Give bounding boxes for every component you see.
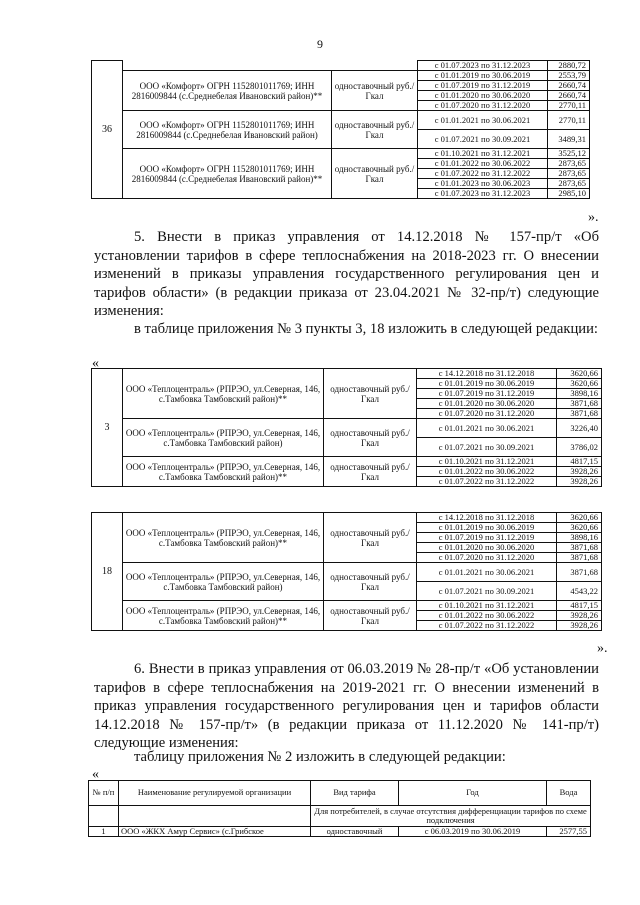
org-cell: ООО «Комфорт» ОГРН 1152801011769; ИНН 2816009844 (с.Среднебелая Ивановский район)** bbox=[123, 149, 332, 199]
table-row bbox=[92, 601, 602, 611]
table-row bbox=[92, 369, 602, 379]
value-cell: 4817,15 bbox=[557, 457, 602, 467]
org-cell: ООО «Теплоцентраль» (РПРЭО, ул.Северная, 146, с.Тамбовка Тамбовский район)** bbox=[123, 601, 324, 631]
tariff-cell: одноставочный руб./Гкал bbox=[324, 419, 417, 457]
value-cell: 3871,68 bbox=[557, 409, 602, 419]
tariff-cell: одноставочный руб./Гкал bbox=[332, 71, 418, 111]
period-cell: с 01.01.2021 по 30.06.2021 bbox=[418, 111, 548, 130]
value-cell: 3871,68 bbox=[557, 543, 602, 553]
period-cell: с 01.07.2019 по 31.12.2019 bbox=[417, 533, 557, 543]
period-cell: с 01.01.2022 по 30.06.2022 bbox=[417, 467, 557, 477]
header-org: Наименование регулируемой организации bbox=[119, 781, 311, 806]
org-cell: ООО «Комфорт» ОГРН 1152801011769; ИНН 2816009844 (с.Среднебелая Ивановский район)** bbox=[123, 71, 332, 111]
period-cell: с 01.01.2022 по 30.06.2022 bbox=[417, 611, 557, 621]
value-cell: 3620,66 bbox=[557, 513, 602, 523]
value-cell: 3928,26 bbox=[557, 611, 602, 621]
table-header-row bbox=[89, 781, 591, 806]
period-cell: с 01.01.2021 по 30.06.2021 bbox=[417, 419, 557, 438]
closing-quote: ». bbox=[588, 210, 599, 225]
period-cell: с 01.07.2020 по 31.12.2020 bbox=[417, 409, 557, 419]
period-cell: с 14.12.2018 по 31.12.2018 bbox=[417, 513, 557, 523]
period-cell: с 01.07.2023 по 31.12.2023 bbox=[418, 189, 548, 199]
value-cell: 2873,65 bbox=[548, 169, 590, 179]
org-cell: ООО «Теплоцентраль» (РПРЭО, ул.Северная, 146, с.Тамбовка Тамбовский район) bbox=[123, 419, 324, 457]
header-water: Вода bbox=[547, 781, 591, 806]
item-5-paragraph: 5. Внести в приказ управления от 14.12.2018 № 157-пр/т «Об установлении тарифов в сфере теплоснабжения на 2018-2023 гг. О внесении изменений в приказы управления государственного регулирования цен и тарифов области» (в редакции приказа от 23.04.2021 № 32-пр/т) следующие изменения: bbox=[94, 229, 599, 319]
period-cell: с 01.07.2019 по 31.12.2019 bbox=[418, 81, 548, 91]
org-cell: ООО «Комфорт» ОГРН 1152801011769; ИНН 2816009844 (с.Среднебелая Ивановский район) bbox=[123, 111, 332, 149]
value-cell: 3620,66 bbox=[557, 379, 602, 389]
period-cell: с 01.01.2019 по 30.06.2019 bbox=[418, 71, 548, 81]
header-year: Год bbox=[399, 781, 547, 806]
header-type: Вид тарифа bbox=[311, 781, 399, 806]
org-cell: ООО «ЖКХ Амур Сервис» (с.Грибское bbox=[119, 827, 311, 837]
org-cell: ООО «Теплоцентраль» (РПРЭО, ул.Северная, 146, с.Тамбовка Тамбовский район)** bbox=[123, 457, 324, 487]
period-cell: с 01.07.2020 по 31.12.2020 bbox=[418, 101, 548, 111]
tariff-cell: одноставочный руб./Гкал bbox=[324, 369, 417, 419]
row-number: 3 bbox=[92, 369, 123, 487]
period-cell: с 01.01.2020 по 30.06.2020 bbox=[418, 91, 548, 101]
table-row bbox=[89, 827, 591, 837]
value-cell: 3786,02 bbox=[557, 438, 602, 457]
period-cell: с 01.07.2021 по 30.09.2021 bbox=[417, 438, 557, 457]
value-cell: 2985,10 bbox=[548, 189, 590, 199]
period-cell: с 01.10.2021 по 31.12.2021 bbox=[417, 457, 557, 467]
value-cell: 3928,26 bbox=[557, 477, 602, 487]
page-number: 9 bbox=[317, 37, 323, 51]
period-cell: с 01.10.2021 по 31.12.2021 bbox=[418, 149, 548, 159]
tariff-table-item-3 bbox=[91, 368, 602, 487]
period-cell: с 01.07.2022 по 31.12.2022 bbox=[418, 169, 548, 179]
period-cell: с 01.01.2021 по 30.06.2021 bbox=[417, 563, 557, 582]
value-cell: 3871,68 bbox=[557, 563, 602, 582]
tariff-cell: одноставочный руб./Гкал bbox=[324, 601, 417, 631]
item-5-subparagraph: в таблице приложения № 3 пункты 3, 18 изложить в следующей редакции: bbox=[134, 321, 598, 337]
table-row bbox=[89, 806, 591, 827]
period-cell: с 01.07.2020 по 31.12.2020 bbox=[417, 553, 557, 563]
value-cell: 2873,65 bbox=[548, 179, 590, 189]
period-cell: с 01.07.2021 по 30.09.2021 bbox=[418, 130, 548, 149]
empty-cell bbox=[89, 806, 119, 827]
tariff-cell: одноставочный руб./Гкал bbox=[332, 111, 418, 149]
value-cell: 3620,66 bbox=[557, 523, 602, 533]
tariff-table-item-18 bbox=[91, 512, 602, 631]
tariff-cell: одноставочный руб./Гкал bbox=[324, 513, 417, 563]
period-cell: с 01.10.2021 по 31.12.2021 bbox=[417, 601, 557, 611]
period-cell: с 01.07.2023 по 31.12.2023 bbox=[418, 61, 548, 71]
closing-quote: ». bbox=[597, 641, 608, 656]
value-cell: 2873,65 bbox=[548, 159, 590, 169]
period-cell: с 01.01.2023 по 30.06.2023 bbox=[418, 179, 548, 189]
value-cell: 3898,16 bbox=[557, 533, 602, 543]
value-cell: 4543,22 bbox=[557, 582, 602, 601]
header-num: № п/п bbox=[89, 781, 119, 806]
value-cell: 3226,40 bbox=[557, 419, 602, 438]
table-row bbox=[92, 419, 602, 438]
value-cell: 2770,11 bbox=[548, 111, 590, 130]
table-row bbox=[92, 457, 602, 467]
period-cell: с 01.01.2020 по 30.06.2020 bbox=[417, 543, 557, 553]
empty-cell bbox=[119, 806, 311, 827]
table-row bbox=[92, 563, 602, 582]
value-cell: 3489,31 bbox=[548, 130, 590, 149]
opening-quote: « bbox=[92, 356, 99, 371]
consumer-note: Для потребителей, в случае отсутствия дифференциации тарифов по схеме подключения bbox=[311, 806, 591, 827]
period-cell: с 14.12.2018 по 31.12.2018 bbox=[417, 369, 557, 379]
org-cell: ООО «Теплоцентраль» (РПРЭО, ул.Северная, 146, с.Тамбовка Тамбовский район) bbox=[123, 563, 324, 601]
value-cell: 3898,16 bbox=[557, 389, 602, 399]
table-row bbox=[92, 111, 590, 130]
value-cell: 4817,15 bbox=[557, 601, 602, 611]
period-cell: с 01.07.2019 по 31.12.2019 bbox=[417, 389, 557, 399]
value-cell: 2660,74 bbox=[548, 81, 590, 91]
table-row bbox=[92, 513, 602, 523]
period-cell: с 01.07.2022 по 31.12.2022 bbox=[417, 477, 557, 487]
period-cell: с 01.01.2022 по 30.06.2022 bbox=[418, 159, 548, 169]
tariff-cell: одноставочный руб./Гкал bbox=[332, 149, 418, 199]
table-row bbox=[92, 71, 590, 81]
value-cell: 3871,68 bbox=[557, 553, 602, 563]
tariff-cell: одноставочный руб./Гкал bbox=[324, 457, 417, 487]
org-cell: ООО «Теплоцентраль» (РПРЭО, ул.Северная, 146, с.Тамбовка Тамбовский район)** bbox=[123, 513, 324, 563]
row-number: 18 bbox=[92, 513, 123, 631]
row-number: 1 bbox=[89, 827, 119, 837]
period-cell: с 06.03.2019 по 30.06.2019 bbox=[399, 827, 547, 837]
value-cell: 3620,66 bbox=[557, 369, 602, 379]
row-number: 36 bbox=[92, 61, 123, 199]
value-cell: 2660,74 bbox=[548, 91, 590, 101]
value-cell: 2553,79 bbox=[548, 71, 590, 81]
value-cell: 3928,26 bbox=[557, 467, 602, 477]
period-cell: с 01.01.2019 по 30.06.2019 bbox=[417, 523, 557, 533]
table-row bbox=[92, 61, 590, 71]
value-cell: 2880,72 bbox=[548, 61, 590, 71]
period-cell: с 01.01.2020 по 30.06.2020 bbox=[417, 399, 557, 409]
period-cell: с 01.01.2019 по 30.06.2019 bbox=[417, 379, 557, 389]
org-cell: ООО «Теплоцентраль» (РПРЭО, ул.Северная, 146, с.Тамбовка Тамбовский район)** bbox=[123, 369, 324, 419]
empty-cell bbox=[123, 61, 418, 71]
water-tariff-table bbox=[88, 780, 591, 837]
value-cell: 3525,12 bbox=[548, 149, 590, 159]
tariff-cell: одноставочный bbox=[311, 827, 399, 837]
period-cell: с 01.07.2022 по 31.12.2022 bbox=[417, 621, 557, 631]
value-cell: 2770,11 bbox=[548, 101, 590, 111]
period-cell: с 01.07.2021 по 30.09.2021 bbox=[417, 582, 557, 601]
item-6-subparagraph: таблицу приложения № 2 изложить в следующей редакции: bbox=[134, 749, 506, 765]
tariff-table-komfort bbox=[91, 60, 590, 199]
table-row bbox=[92, 149, 590, 159]
value-cell: 3928,26 bbox=[557, 621, 602, 631]
value-cell: 2577,55 bbox=[547, 827, 591, 837]
item-6-paragraph: 6. Внести в приказ управления от 06.03.2019 № 28-пр/т «Об установлении тарифов в сфере теплоснабжения на 2019-2021 гг. О внесении изменений в приказ управления государственного регулирования цен и тарифов области 14.12.2018 № 157-пр/т» (в редакции приказа от 11.12.2020 № 141-пр/т) следующие изменения: bbox=[94, 661, 599, 751]
value-cell: 3871,68 bbox=[557, 399, 602, 409]
tariff-cell: одноставочный руб./Гкал bbox=[324, 563, 417, 601]
opening-quote: « bbox=[92, 767, 99, 782]
